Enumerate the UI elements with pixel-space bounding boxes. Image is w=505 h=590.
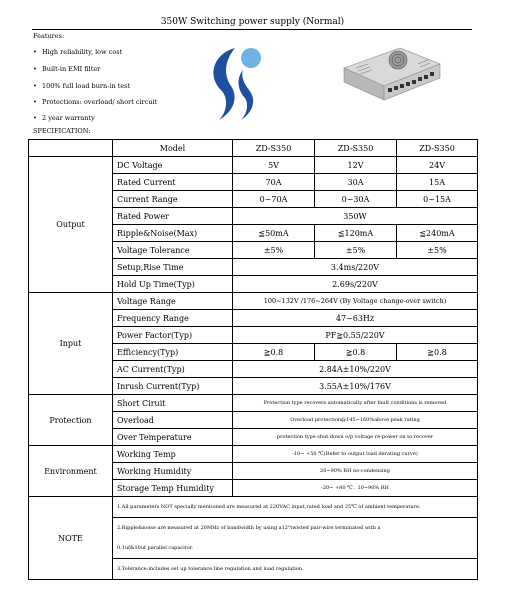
spec-label: SPECIFICATION: (33, 127, 91, 135)
value-cell: 30A (315, 174, 397, 191)
category-cell: Output (29, 157, 113, 293)
row-label: Over Temperature (113, 429, 233, 446)
table-row (29, 497, 478, 518)
category-cell: Environment (29, 446, 113, 497)
row-label: Overload (113, 412, 233, 429)
value-cell: ±5% (233, 242, 315, 259)
value-cell: 47~63Hz (233, 310, 478, 327)
table-row (29, 446, 478, 463)
value-cell: 0~30A (315, 191, 397, 208)
value-cell: ≧0.8 (315, 344, 397, 361)
bullet-icon: • (33, 98, 37, 106)
bullet-icon: • (33, 82, 37, 90)
feature-text: Protections: overload/ short circuit (42, 98, 158, 106)
spec-table (28, 139, 478, 580)
value-cell: 20~90% RH no-condensing (233, 463, 478, 480)
value-cell: ≧0.8 (233, 344, 315, 361)
row-label: DC Voltage (113, 157, 233, 174)
value-cell: 2.84A±10%/220V (233, 361, 478, 378)
company-logo (205, 42, 265, 122)
value-cell: protection type shut down o/p voltage re-power on to recover (233, 429, 478, 446)
table-row (29, 157, 478, 174)
feature-text: Built-in EMI filter (42, 65, 101, 73)
value-cell: 0~70A (233, 191, 315, 208)
category-cell: Input (29, 293, 113, 395)
value-cell: ≧0.8 (397, 344, 478, 361)
bullet-icon: • (33, 65, 37, 73)
model-cell: ZD-S350 (233, 140, 315, 157)
row-label: Rated Power (113, 208, 233, 225)
value-cell: ≦50mA (233, 225, 315, 242)
bullet-icon: • (33, 114, 37, 122)
row-label: Frequency Range (113, 310, 233, 327)
value-cell: 100~132V /176~264V (By Voltage change-over switch) (233, 293, 478, 310)
value-cell: 3.55A±10%/176V (233, 378, 478, 395)
feature-text: 100% full load burn-in test (42, 82, 131, 90)
value-cell: 0~15A (397, 191, 478, 208)
category-cell: NOTE (29, 497, 113, 580)
table-row (29, 140, 478, 157)
row-label: Setup,Rise Time (113, 259, 233, 276)
value-cell: ≦120mA (315, 225, 397, 242)
feature-item (33, 48, 122, 56)
value-cell: Protection type recovers automatically after fault conditions is removed (233, 395, 478, 412)
features-label: Features: (33, 32, 65, 40)
value-cell: ±5% (397, 242, 478, 259)
row-label: AC Current(Typ) (113, 361, 233, 378)
row-label: Working Humidity (113, 463, 233, 480)
feature-text: High reliability, low cost (42, 48, 123, 56)
model-cell: ZD-S350 (315, 140, 397, 157)
bullet-icon: • (33, 48, 37, 56)
row-label: Voltage Range (113, 293, 233, 310)
model-cell: ZD-S350 (397, 140, 478, 157)
table-row (29, 293, 478, 310)
row-label: Efficiency(Typ) (113, 344, 233, 361)
feature-item (33, 114, 95, 122)
row-label: Hold Up Time(Typ) (113, 276, 233, 293)
page-title: 350W Switching power supply (Normal) (160, 17, 345, 27)
row-label: Storage Temp Humidity (113, 480, 233, 497)
value-cell: -10~ +50 ℃(Refer to output load derating curve) (233, 446, 478, 463)
value-cell: 350W (233, 208, 478, 225)
feature-item (33, 98, 157, 106)
title-divider (32, 29, 472, 30)
feature-item (33, 82, 130, 90)
value-cell: 3.4ms/220V (233, 259, 478, 276)
value-cell: 15A (397, 174, 478, 191)
row-label: Voltage Tolerance (113, 242, 233, 259)
corner-cell (29, 140, 113, 157)
power-supply-photo (338, 38, 444, 106)
value-cell: Overload protection@145~160%above peak rating (233, 412, 478, 429)
value-cell: ≦240mA (397, 225, 478, 242)
value-cell: 70A (233, 174, 315, 191)
value-cell: ±5% (315, 242, 397, 259)
feature-item (33, 65, 100, 73)
value-cell: 2.69s/220V (233, 276, 478, 293)
feature-text: 2 year warranty (42, 114, 95, 122)
value-cell: 5V (233, 157, 315, 174)
value-cell: 24V (397, 157, 478, 174)
row-label: Working Temp (113, 446, 233, 463)
note-line: 3.Tolerance:includes set up tolerance,line regulation and load regulation. (113, 559, 478, 580)
value-cell: -20~ +80 ℃ , 10~90% RH (233, 480, 478, 497)
table-row (29, 395, 478, 412)
note-line: 1.All parameters NOT specially mentioned are measured at 220VAC input,rated load and 25℃ of ambient temperature. (113, 497, 478, 518)
category-cell: Protection (29, 395, 113, 446)
note-line: 2.Ripple&noise are measured at 20MHz of bandwidth by using a12"twisted pair-wire terminated with a (113, 518, 478, 539)
row-label: Inrush Current(Typ) (113, 378, 233, 395)
row-label: Ripple&Noise(Max) (113, 225, 233, 242)
row-label: Current Range (113, 191, 233, 208)
value-cell: PF≧0.55/220V (233, 327, 478, 344)
row-label: Model (113, 140, 233, 157)
note-line: 0.1uf&10uf parallel capacitor. (113, 538, 478, 559)
row-label: Short Ciruit (113, 395, 233, 412)
row-label: Power Factor(Typ) (113, 327, 233, 344)
row-label: Rated Current (113, 174, 233, 191)
value-cell: 12V (315, 157, 397, 174)
